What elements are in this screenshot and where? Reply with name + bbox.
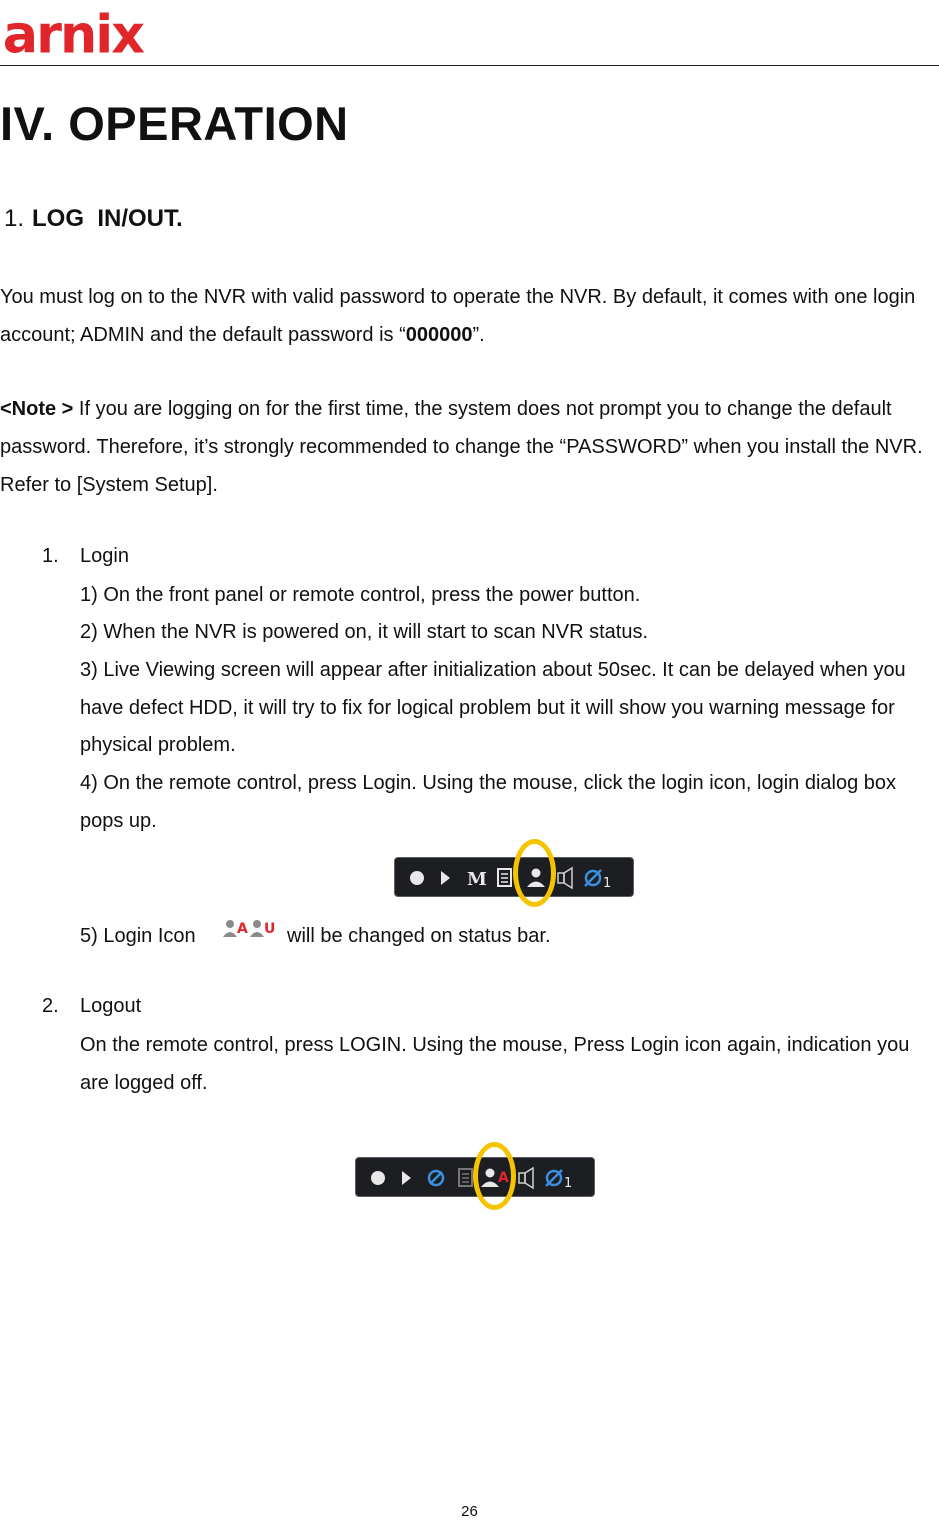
login-step-1: 1) On the front panel or remote control, press the power button. (80, 584, 641, 606)
intro-paragraph (0, 278, 930, 354)
record-icon (410, 871, 424, 885)
note-text: If you are logging on for the first time, the system does not prompt you to change the default password. Therefore, it’s strongly recommended to change the “PASSWORD” when you install the NVR. Refer to [System Setup]. (0, 398, 923, 496)
speaker-icon (558, 873, 564, 883)
admin-badge: A (498, 1170, 509, 1186)
login-step-4: 4) On the remote control, press Login. Using the mouse, click the login icon, login dialog box pops up. (80, 772, 896, 832)
login-icon-highlight (513, 839, 556, 907)
login-step-5-start: 5) Login Icon (80, 925, 196, 947)
login-number: 1. (42, 545, 59, 567)
user-letter: U (264, 921, 276, 937)
play-icon (441, 871, 450, 885)
section-heading (4, 205, 183, 233)
brand-text: arnix (2, 4, 144, 64)
default-password: 000000 (405, 324, 473, 346)
intro-text-end: ”. (472, 324, 485, 346)
section-number: 1. (4, 205, 25, 232)
login-title: Login (80, 545, 129, 567)
note-paragraph (0, 390, 930, 504)
intro-text: You must log on to the NVR with valid password to operate the NVR. By default, it comes with one login account; ADMIN and the default password is “ (0, 286, 916, 346)
record-icon (371, 1171, 385, 1185)
login-step-5-end: will be changed on status bar. (287, 925, 551, 947)
speaker-icon (519, 1173, 525, 1183)
header-rule (0, 65, 939, 66)
logout-title: Logout (80, 995, 142, 1017)
arnix-logo (0, 2, 175, 64)
logout-number: 2. (42, 995, 59, 1017)
m-label: M (467, 869, 487, 890)
login-step-2: 2) When the NVR is powered on, it will start to scan NVR status. (80, 621, 648, 643)
channel-label: 1 (603, 876, 612, 891)
logout-icon-highlight (473, 1142, 516, 1210)
note-label: <Note > (0, 398, 74, 420)
section-title: LOG IN/OUT. (32, 205, 183, 232)
play-icon (402, 1171, 411, 1185)
page-title: IV. OPERATION (0, 97, 349, 150)
logout-text: On the remote control, press LOGIN. Using the mouse, Press Login icon again, indication you are logged off. (80, 1034, 910, 1094)
login-step-3: 3) Live Viewing screen will appear after initialization about 50sec. It can be delayed when you have defect HDD, it will try to fix for logical problem but it will show you warning message for physical problem. (80, 659, 906, 756)
login-icons-admin-user (222, 915, 280, 945)
page-number: 26 (461, 1503, 478, 1520)
channel-label: 1 (564, 1176, 573, 1191)
admin-letter: A (237, 921, 248, 937)
